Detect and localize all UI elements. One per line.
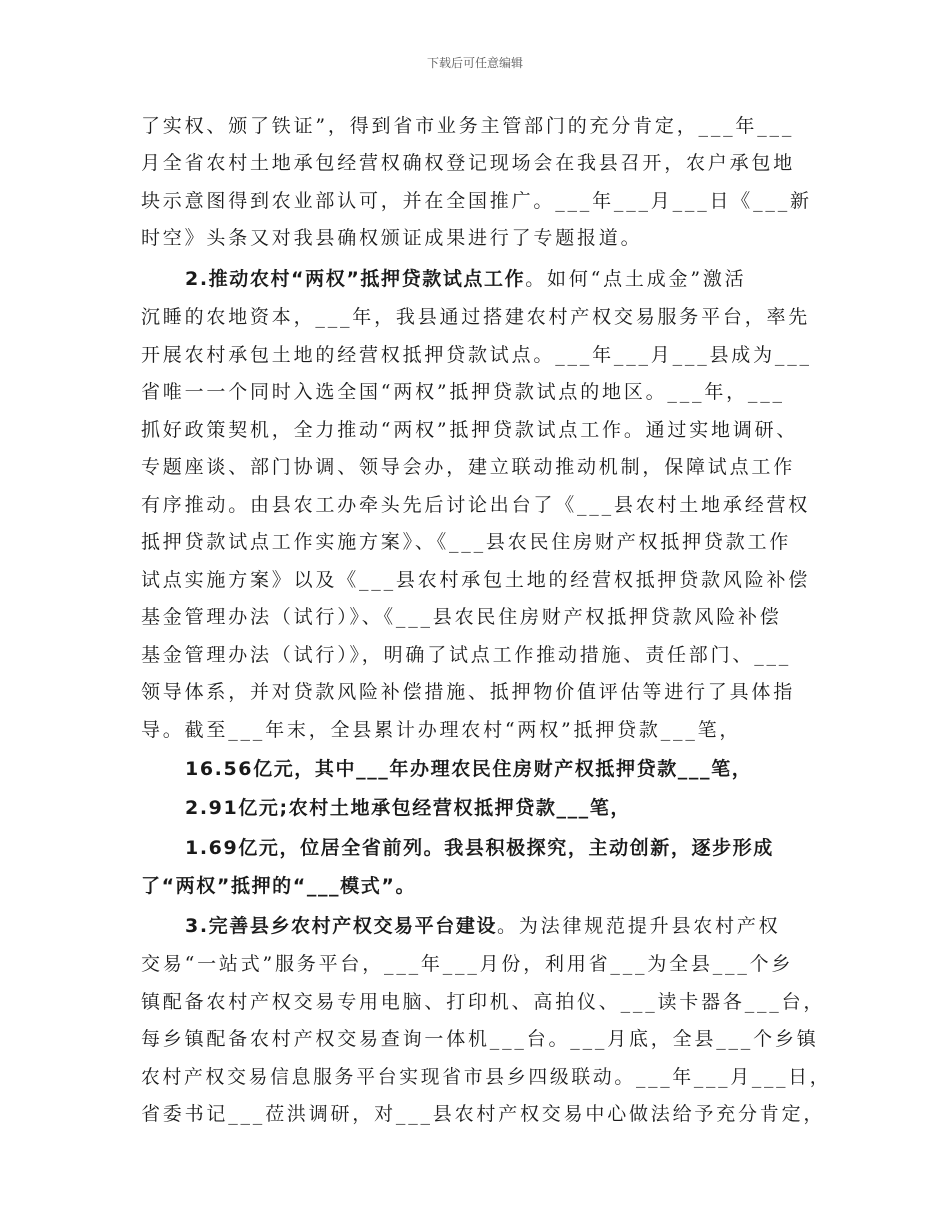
text-line: 试点实施方案》以及《___县农村承包土地的经营权抵押贷款风险补偿 <box>141 569 811 591</box>
section-2-heading: 2.推动农村“两权”抵押贷款试点工作 <box>185 268 526 290</box>
section-2-line <box>185 264 746 291</box>
text-line: 沉睡的农地资本，___年，我县通过搭建农村产权交易服务平台，率先 <box>141 306 811 328</box>
text-line: 镇配备农村产权交易专用电脑、打印机、高拍仪、___读卡器各___台， <box>141 991 826 1013</box>
text-line: 基金管理办法（试行）》、《___县农民住房财产权抵押贷款风险补偿 <box>141 606 782 628</box>
bold-line: 16.56亿元，其中___年办理农民住房财产权抵押贷款___笔， <box>185 758 753 780</box>
section-3-line <box>185 911 780 938</box>
text-line: 农村产权交易信息服务平台实现省市县乡四级联动。___年___月___日， <box>141 1066 832 1088</box>
text-line: 抵押贷款试点工作实施方案》、《___县农民住房财产权抵押贷款工作 <box>141 531 792 553</box>
text-line: 基金管理办法（试行）》，明确了试点工作推动措施、责任部门、___ <box>141 644 792 666</box>
section-2-text: 。如何“点土成金”激活 <box>525 268 747 290</box>
text-line: 领导体系，并对贷款风险补偿措施、抵押物价值评估等进行了具体指 <box>141 681 796 703</box>
bold-line: 1.69亿元，位居全省前列。我县积极探究，主动创新，逐步形成 <box>185 837 774 859</box>
page-header: 下载后可任意编辑 <box>426 56 523 70</box>
bold-line: 了“两权”抵押的“___模式”。 <box>141 875 417 897</box>
text-line: 省唯一一个同时入选全国“两权”抵押贷款试点的地区。___年，___ <box>141 381 785 403</box>
text-line: 交易“一站式”服务平台，___年___月份，利用省___为全县___个乡 <box>141 953 794 975</box>
bold-line: 2.91亿元;农村土地承包经营权抵押贷款___笔， <box>185 797 631 819</box>
section-3-heading: 3.完善县乡农村产权交易平台建设 <box>185 915 498 937</box>
text-line: 抓好政策契机，全力推动“两权”抵押贷款试点工作。通过实地调研、 <box>141 419 799 441</box>
text-line: 时空》头条又对我县确权颁证成果进行了专题报道。 <box>141 227 643 249</box>
text-line: 专题座谈、部门协调、领导会办，建立联动推动机制，保障试点工作 <box>141 456 796 478</box>
text-line: 省委书记___莅洪调研，对___县农村产权交易中心做法给予充分肯定， <box>141 1103 826 1125</box>
text-line: 块示意图得到农业部认可，并在全国推广。___年___月___日《___新 <box>141 190 812 212</box>
text-line: 每乡镇配备农村产权交易查询一体机___台。___月底，全县___个乡镇 <box>141 1028 819 1050</box>
text-line: 开展农村承包土地的经营权抵押贷款试点。___年___月___县成为___ <box>141 344 812 366</box>
text-line: 月全省农村土地承包经营权确权登记现场会在我县召开，农户承包地 <box>141 152 796 174</box>
text-line: 导。截至___年末，全县累计办理农村“两权”抵押贷款___笔， <box>141 719 742 741</box>
text-line: 了实权、颁了铁证”，得到省市业务主管部门的充分肯定，___年___ <box>141 115 795 137</box>
text-line: 有序推动。由县农工办牵头先后讨论出台了《___县农村土地承经营权 <box>141 494 811 516</box>
section-3-text: 。为法律规范提升县农村产权 <box>497 915 781 937</box>
